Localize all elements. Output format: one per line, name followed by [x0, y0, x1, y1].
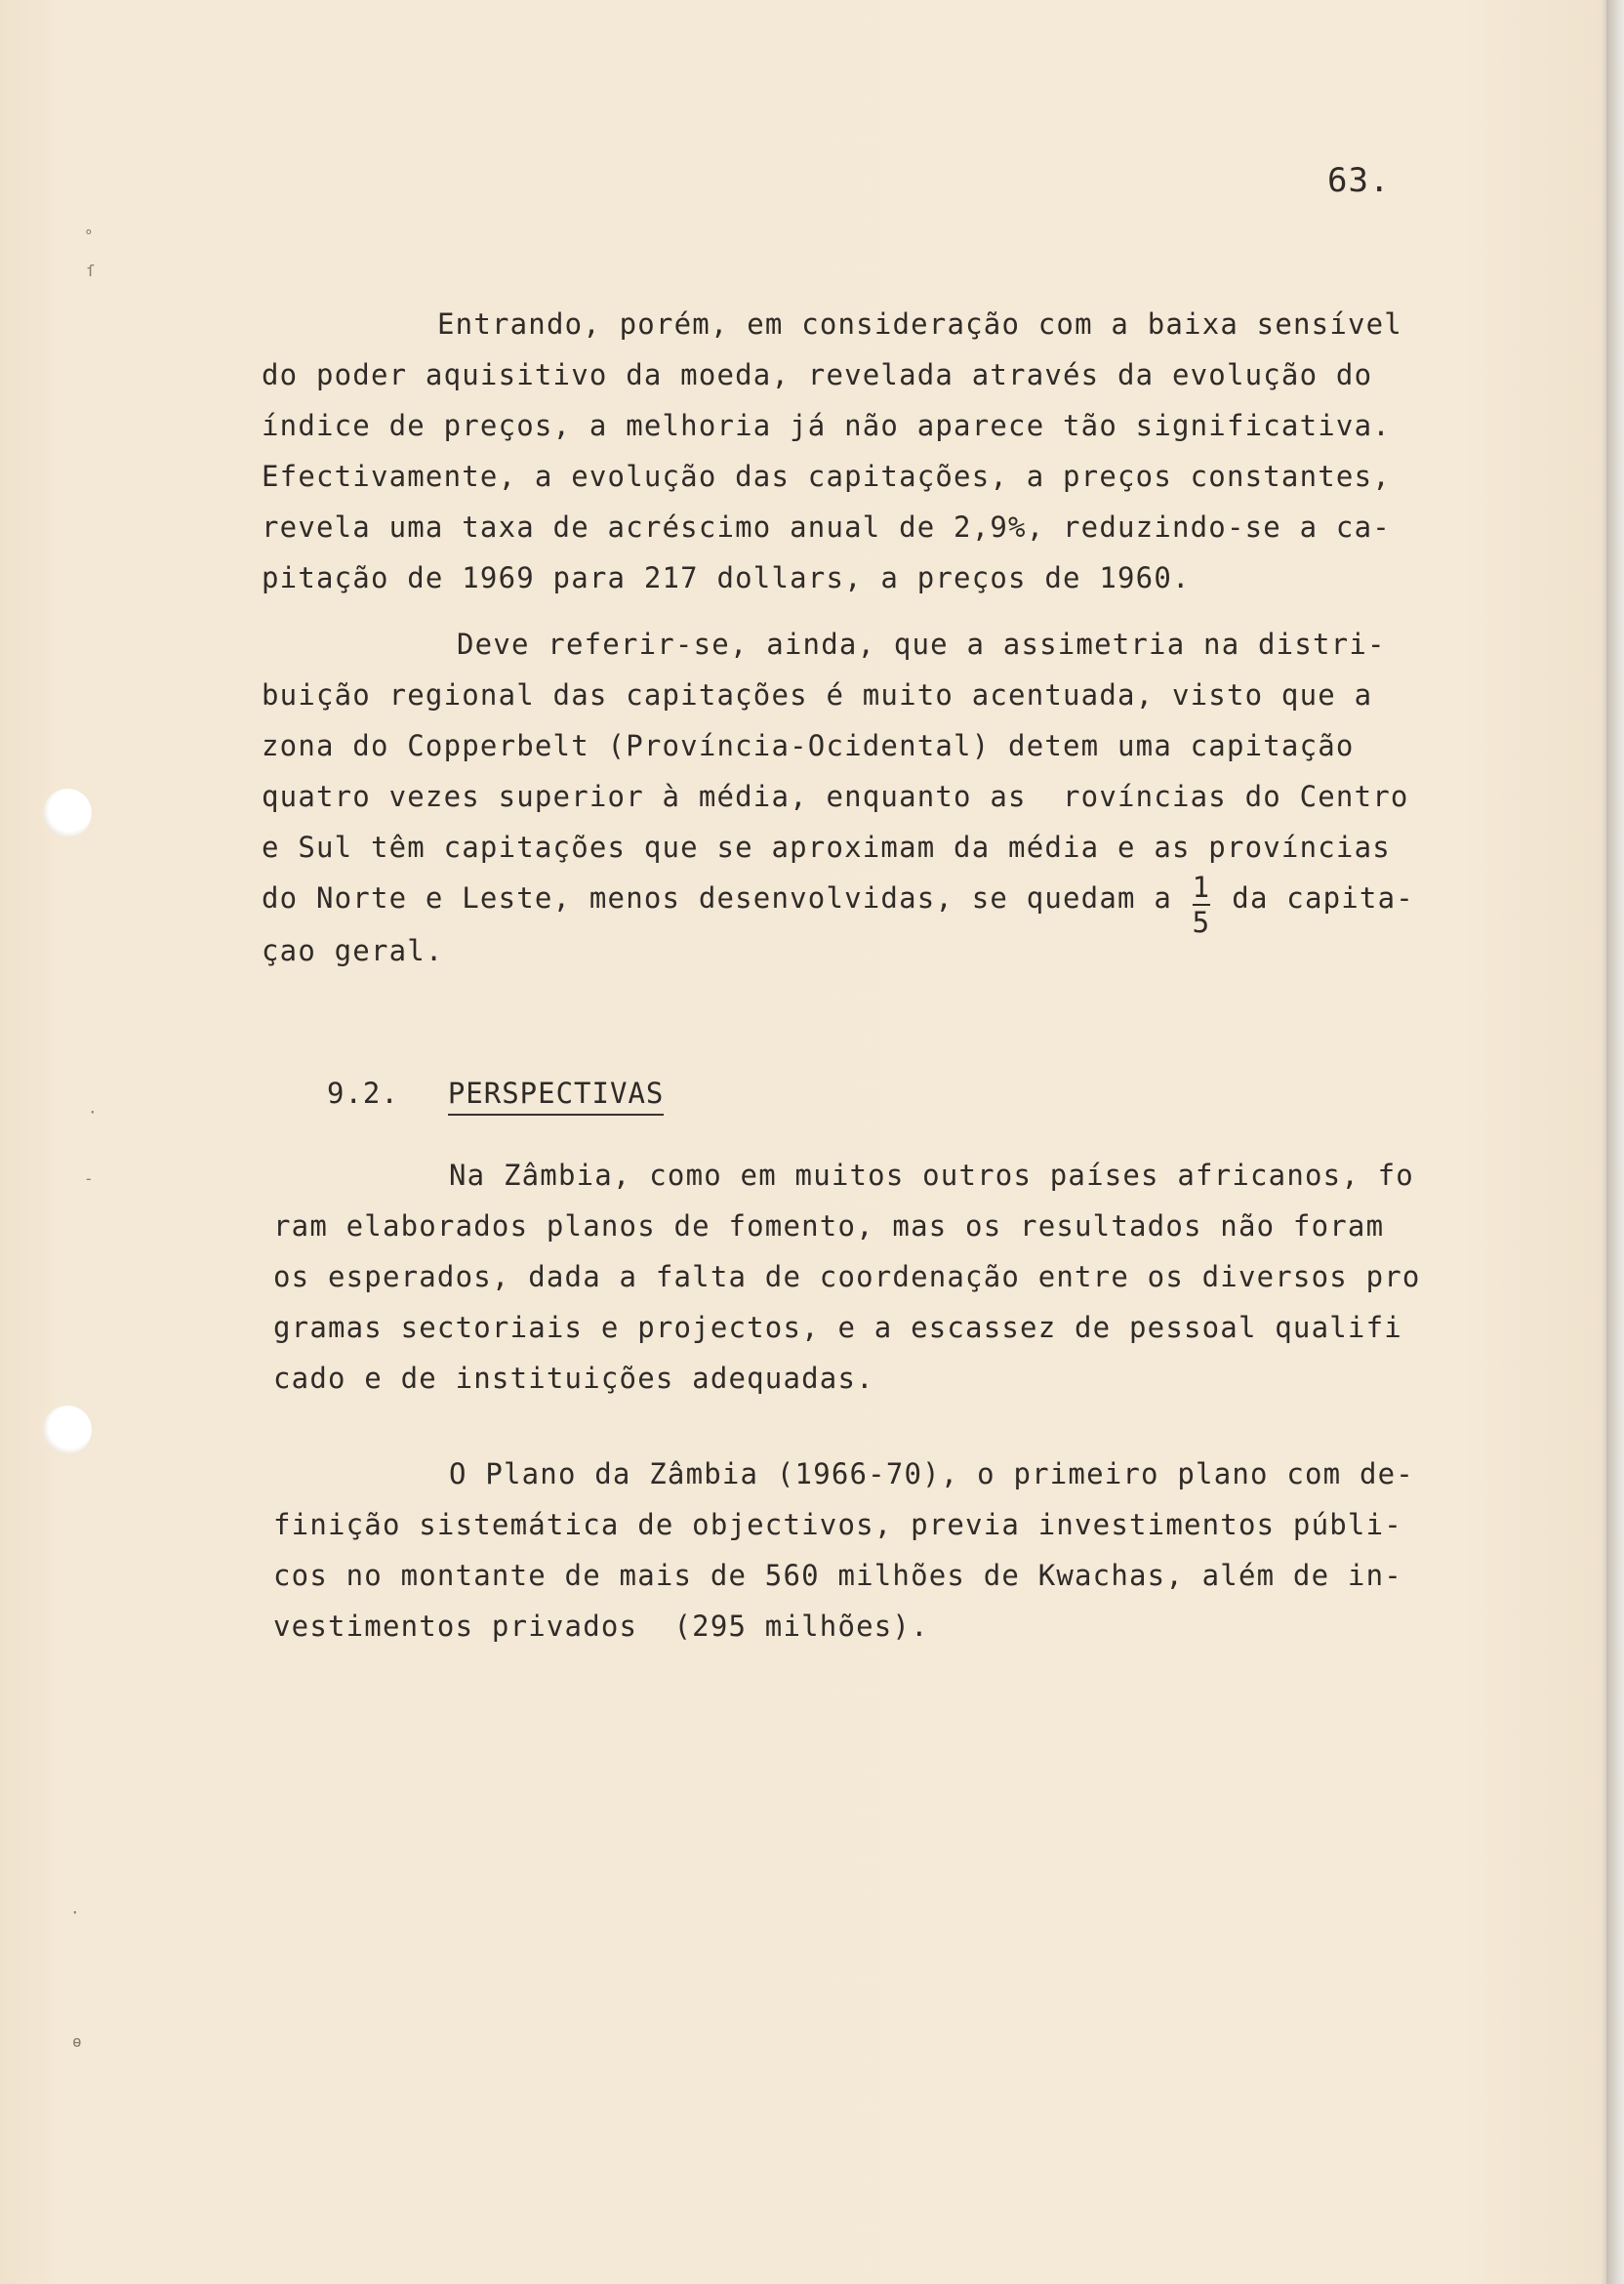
text-line: Na Zâmbia, como em muitos outros países africanos, fo [449, 1159, 1414, 1192]
text-line: cado e de instituições adequadas. [273, 1362, 874, 1395]
margin-mark: · [70, 1903, 80, 1922]
margin-mark: ° [84, 226, 94, 245]
text-line: revela uma taxa de acréscimo anual de 2,9%, reduzindo-se a ca- [262, 510, 1391, 544]
text-line: os esperados, dada a falta de coordenação entre os diversos pro [273, 1260, 1421, 1293]
text-line: e Sul têm capitações que se aproximam da média e as províncias [262, 831, 1391, 864]
section-title: PERSPECTIVAS [448, 1077, 665, 1116]
fraction-one-fifth [1191, 871, 1214, 939]
text-line: do poder aquisitivo da moeda, revelada através da evolução do [262, 358, 1373, 391]
page-number: 63. [1327, 161, 1391, 200]
margin-mark: - [84, 1169, 94, 1188]
punch-hole-top [43, 789, 92, 837]
text-line: Deve referir-se, ainda, que a assimetria na distri- [457, 628, 1386, 661]
margin-mark: ſ [86, 262, 96, 280]
text-line: O Plano da Zâmbia (1966-70), o primeiro plano com de- [449, 1457, 1414, 1490]
text-line: gramas sectoriais e projectos, e a escassez de pessoal qualifi [273, 1311, 1402, 1344]
text-line: ram elaborados planos de fomento, mas os resultados não foram [273, 1209, 1385, 1243]
margin-mark: ɵ [72, 2032, 82, 2051]
text-line: cos no montante de mais de 560 milhões de Kwachas, além de in- [273, 1559, 1402, 1592]
fraction-line-end: da capita- [1213, 881, 1414, 915]
text-line: vestimentos privados (295 milhões). [273, 1610, 929, 1643]
margin-mark: · [88, 1103, 98, 1122]
text-line: quatro vezes superior à média, enquanto as rovíncias do Centro [262, 780, 1409, 813]
text-line: índice de preços, a melhoria já não aparece tão significativa. [262, 409, 1391, 442]
fraction-numerator: 1 [1192, 871, 1211, 904]
text-line: finição sistemática de objectivos, previa investimentos públi- [273, 1508, 1402, 1541]
section-number: 9.2. [327, 1077, 399, 1110]
text-line: Efectivamente, a evolução das capitações, a preços constantes, [262, 460, 1391, 493]
fraction-text-line [262, 871, 1414, 939]
page-edge-shadow [1606, 0, 1624, 2284]
punch-hole-bottom [43, 1406, 92, 1454]
fraction-denominator: 5 [1192, 906, 1211, 939]
fraction-line-start: do Norte e Leste, menos desenvolvidas, se quedam a [262, 881, 1191, 915]
text-line: buição regional das capitações é muito acentuada, visto que a [262, 678, 1373, 712]
text-line: Entrando, porém, em consideração com a baixa sensível [437, 307, 1402, 341]
text-line: çao geral. [262, 934, 444, 967]
text-line: pitação de 1969 para 217 dollars, a preços de 1960. [262, 561, 1191, 594]
section-heading [327, 1077, 664, 1110]
text-line: zona do Copperbelt (Província-Ocidental) detem uma capitação [262, 729, 1355, 762]
